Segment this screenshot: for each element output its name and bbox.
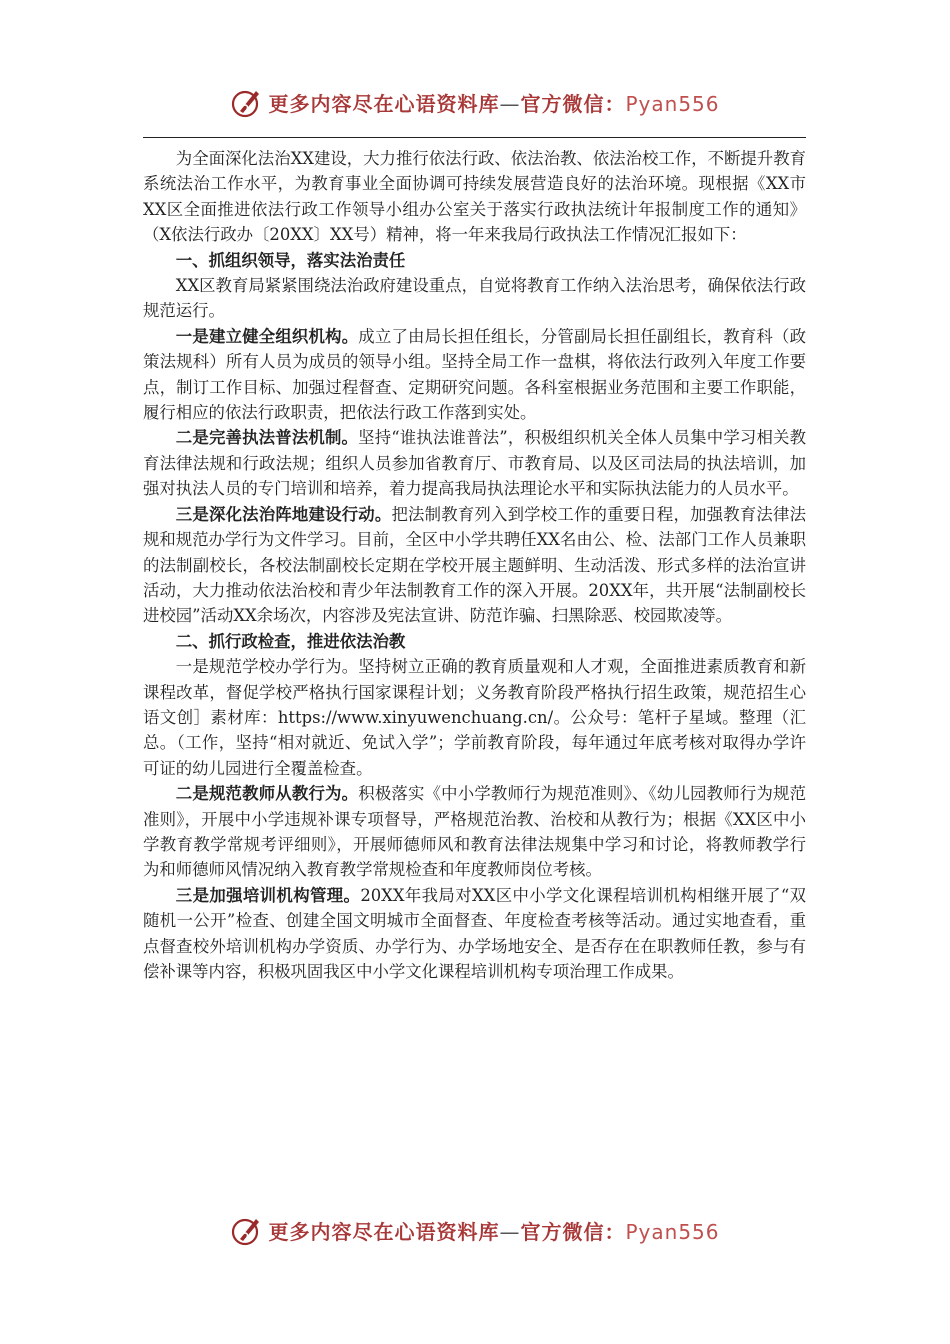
banner-wechat-label: 官方微信： — [520, 1219, 626, 1244]
banner-site: 更多内容尽在心语资料库 — [268, 1219, 500, 1244]
paragraph-1-intro: XX区教育局紧紧围绕法治政府建设重点，自觉将教育工作纳入法治思考，确保依法行政规范运行。 — [143, 276, 806, 321]
pen-logo-icon — [230, 85, 264, 119]
paragraph-1-2 — [143, 425, 806, 501]
paragraph-lead: 二是完善执法普法机制。 — [175, 428, 359, 448]
paragraph-intro: 为全面深化法治XX建设，大力推行依法行政、依法治教、依法治校工作，不断提升教育系统法治工作水平，为教育事业全面协调可持续发展营造良好的法治环境。现根据《XX市XX区全面推进依法行政工作领导小组办公室关于落实行政执法统计年报制度工作的通知》（X依法行政办〔20XX〕XX号）精神，将一年来我局行政执法工作情况汇报如下： — [143, 149, 806, 245]
section-heading-2: 二、抓行政检查，推进依法治教 — [175, 631, 406, 651]
header-rule — [143, 137, 806, 138]
paragraph-1-3 — [143, 502, 806, 629]
banner-site: 更多内容尽在心语资料库 — [268, 91, 500, 116]
banner-separator: — — [499, 91, 521, 116]
paragraph-text: 成立了由局长担任组长，分管副局长担任副组长，教育科（政策法规科）所有人员为成员的领导小组。坚持全局工作一盘棋，将依法行政列入年度工作要点，制订工作目标、加强过程督查、定期研究问题。各科室根据业务范围和主要工作职能，履行相应的依法行政职责，把依法行政工作落到实处。 — [143, 326, 806, 423]
paragraph-lead: 一是建立健全组织机构。 — [175, 326, 359, 346]
banner-separator: — — [499, 1219, 521, 1244]
paragraph-text: 坚持“谁执法谁普法”，积极组织机关全体人员集中学习相关教育法律法规和行政法规；组织人员参加省教育厅、市教育局、以及区司法局的执法培训，加强对执法人员的专门培训和培养，着力提高我局执法理论水平和实际执法能力的人员水平。 — [143, 428, 807, 499]
pen-logo-icon — [230, 1213, 264, 1247]
paragraph-1-1 — [143, 324, 806, 426]
paragraph-lead: 三是深化法治阵地建设行动。 — [175, 504, 392, 524]
banner-wechat-label: 官方微信： — [520, 91, 626, 116]
paragraph-2-2 — [143, 781, 806, 883]
paragraph-text: 积极落实《中小学教师行为规范准则》、《幼儿园教师行为规范准则》，开展中小学违规补课专项督导，严格规范治教、治校和从教行为；根据《XX区中小学教育教学常规考评细则》，开展师德师风和教育法律法规集中学习和讨论，将教师教学行为和师德师风情况纳入教育教学常规检查和年度教师岗位考核。 — [143, 784, 806, 880]
banner-text — [268, 1216, 719, 1245]
section-heading-1: 一、抓组织领导，落实法治责任 — [175, 250, 406, 270]
paragraph-lead: 三是加强培训机构管理。 — [175, 885, 361, 905]
paragraph-text: 20XX年我局对XX区中小学文化课程培训机构相继开展了“双随机一公开”检查、创建全国文明城市全面督查、年度检查考核等活动。通过实地查看，重点督查校外培训机构办学资质、办学行为、办学场地安全、是否存在在职教师任教，参与有偿补课等内容，积极巩固我区中小学文化课程培训机构专项治理工作成果。 — [143, 885, 806, 981]
banner-wechat-id: Pyan556 — [625, 91, 720, 116]
banner-text — [268, 88, 719, 117]
banner-wechat-id: Pyan556 — [625, 1219, 720, 1244]
document-body — [143, 146, 806, 984]
header-banner — [0, 82, 950, 122]
paragraph-2-3 — [143, 883, 806, 985]
paragraph-lead: 二是规范教师从教行为。 — [175, 784, 359, 804]
paragraph-2-1: 一是规范学校办学行为。坚持树立正确的教育质量观和人才观，全面推进素质教育和新课程改革，督促学校严格执行国家课程计划；义务教育阶段严格执行招生政策，规范招生心语文创］素材库：https://www.xinyuwenchuang.cn/。公众号：笔杆子星域。整理（汇总。（工作，坚持“相对就近、免试入学”；学前教育阶段，每年通过年底考核对取得办学许可证的幼儿园进行全覆盖检查。 — [143, 657, 806, 778]
footer-banner — [0, 1210, 950, 1250]
paragraph-text: 把法制教育列入到学校工作的重要日程，加强教育法律法规和规范办学行为文件学习。目前，全区中小学共聘任XX名由公、检、法部门工作人员兼职的法制副校长，各校法制副校长定期在学校开展主题鲜明、生动活泼、形式多样的法治宣讲活动，大力推动依法治校和青少年法制教育工作的深入开展。20XX年，共开展“法制副校长进校园”活动XX余场次，内容涉及宪法宣讲、防范诈骗、扫黑除恶、校园欺凌等。 — [143, 504, 807, 626]
